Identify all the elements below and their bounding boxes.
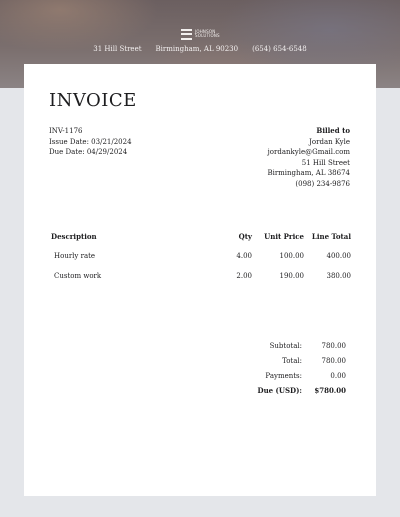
company-logo: [181, 28, 220, 40]
header-line-total: Line Total: [311, 231, 351, 241]
table-row: [49, 246, 351, 266]
billed-to: [267, 126, 350, 189]
company-city: Birmingham, AL 90230: [155, 45, 239, 53]
invoice-number: INV-1176: [49, 127, 83, 135]
issue-date-label: Issue Date:: [49, 137, 89, 146]
logo-wordmark: [195, 30, 220, 38]
logo-bars-icon: [181, 29, 192, 40]
table-row: [49, 266, 351, 286]
subtotal-label: Subtotal:: [269, 341, 302, 350]
table-body: [49, 246, 351, 286]
item-line-total: 380.00: [326, 272, 351, 280]
payments-row: [222, 368, 346, 383]
client-name: Jordan Kyle: [309, 137, 350, 146]
payments-value: 0.00: [330, 371, 346, 380]
subtotal-value: 780.00: [321, 341, 346, 350]
invoice-title: INVOICE: [49, 90, 137, 111]
due-date: 04/29/2024: [86, 148, 128, 156]
due-date-label: Due Date:: [49, 148, 85, 156]
total-label: Total:: [282, 356, 302, 365]
item-description: Hourly rate: [54, 252, 96, 260]
table-header: [49, 230, 351, 242]
amount-due-row: [222, 383, 346, 398]
logo-line-1: JOHNSON: [195, 29, 216, 34]
amount-due-label: Due (USD):: [257, 386, 302, 395]
logo-line-2: SOLUTIONS: [195, 33, 220, 38]
header-description: Description: [51, 231, 97, 241]
billed-to-label: Billed to: [316, 126, 350, 135]
item-unit-price: 100.00: [279, 252, 304, 260]
invoice-sheet: [24, 64, 376, 496]
company-contact: [0, 45, 400, 53]
item-line-total: 400.00: [326, 252, 351, 260]
header-qty: Qty: [238, 231, 252, 241]
item-qty: 4.00: [236, 252, 252, 260]
total-row: [222, 353, 346, 368]
totals-summary: [222, 338, 346, 398]
item-unit-price: 190.00: [279, 272, 304, 280]
total-value: 780.00: [321, 356, 346, 365]
amount-due-value: $780.00: [314, 386, 346, 395]
issue-date: 03/21/2024: [91, 137, 132, 146]
subtotal-row: [222, 338, 346, 353]
line-items-table: [49, 230, 351, 286]
header-unit-price: Unit Price: [264, 231, 304, 241]
company-address: 31 Hill Street: [93, 45, 142, 53]
company-phone: (654) 654-6548: [252, 45, 307, 53]
client-city: Birmingham, AL 38674: [267, 169, 350, 177]
due-date-line: [49, 147, 132, 158]
client-email: jordankyle@Gmail.com: [267, 148, 350, 156]
client-street: 51 Hill Street: [301, 158, 350, 167]
client-phone: (098) 234-9876: [295, 179, 350, 188]
payments-label: Payments:: [265, 371, 302, 380]
item-qty: 2.00: [236, 272, 252, 280]
item-description: Custom work: [54, 272, 102, 280]
issue-date-line: [49, 137, 132, 148]
invoice-meta: [49, 126, 132, 158]
